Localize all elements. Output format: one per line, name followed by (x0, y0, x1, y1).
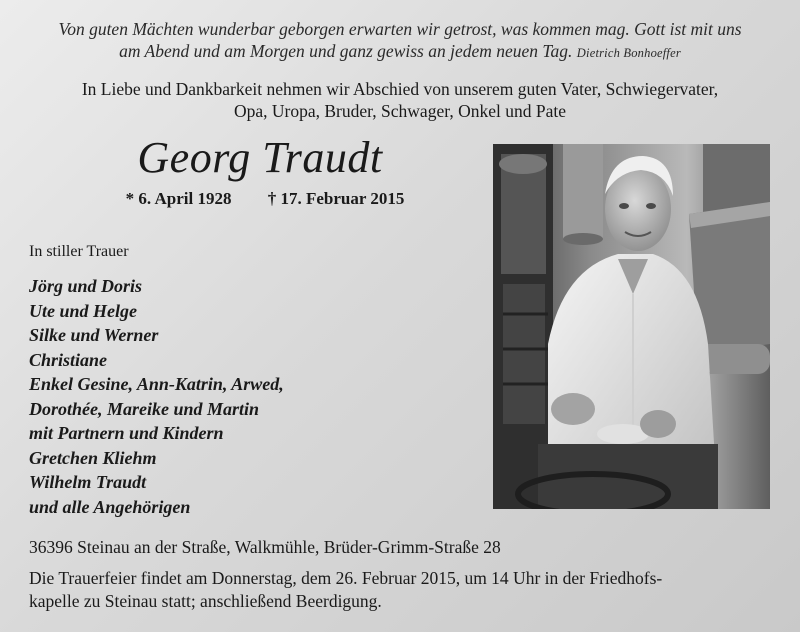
mourners-intro: In stiller Trauer (29, 243, 129, 260)
mourner-entry: Enkel Gesine, Ann-Katrin, Arwed, (29, 374, 284, 394)
death-date: † 17. Februar 2015 (267, 189, 405, 208)
portrait-illustration (493, 144, 770, 509)
mourner-entry: Gretchen Kliehm (29, 447, 157, 468)
quote-line-2 (20, 40, 780, 64)
mourner-entry: Jörg und Doris (29, 276, 143, 296)
birth-date: * 6. April 1928 (125, 189, 232, 208)
quote-author: Dietrich Bonhoeffer (576, 46, 681, 60)
intro-line-1: In Liebe und Dankbarkeit nehmen wir Abschied von unserem guten Vater, Schwiegervater, (81, 79, 719, 99)
mourner-entry: Dorothée, Mareike und Martin (29, 398, 260, 419)
service-line-2: kapelle zu Steinau statt; anschließend Beerdigung. (29, 590, 382, 611)
life-dates (60, 188, 470, 210)
bonhoeffer-quote (20, 18, 780, 64)
mourner-entry: Ute und Helge (29, 300, 137, 321)
deceased-name: Georg Traudt (137, 133, 383, 182)
quote-line-1: Von guten Mächten wunderbar geborgen erwarten wir getrost, was kommen mag. Gott ist mit uns (58, 19, 742, 39)
mourner-entry: und alle Angehörigen (29, 496, 191, 517)
intro-line-2: Opa, Uropa, Bruder, Schwager, Onkel und Pate (234, 101, 566, 121)
service-line-1: Die Trauerfeier findet am Donnerstag, dem 26. Februar 2015, um 14 Uhr in der Friedhofs- (29, 568, 663, 588)
mourner-entry: mit Partnern und Kindern (29, 423, 224, 443)
farewell-intro (20, 78, 780, 122)
mourner-entry: Christiane (29, 349, 108, 370)
mourner-entry: Wilhelm Traudt (29, 472, 147, 492)
mourners-list (29, 274, 284, 519)
portrait-photo (493, 144, 770, 509)
family-address: 36396 Steinau an der Straße, Walkmühle, Brüder-Grimm-Straße 28 (29, 537, 501, 557)
quote-line-2-text: am Abend und am Morgen und ganz gewiss an jedem neuen Tag. (119, 41, 573, 61)
mourner-entry: Silke und Werner (29, 325, 159, 345)
funeral-service-info (29, 567, 771, 612)
